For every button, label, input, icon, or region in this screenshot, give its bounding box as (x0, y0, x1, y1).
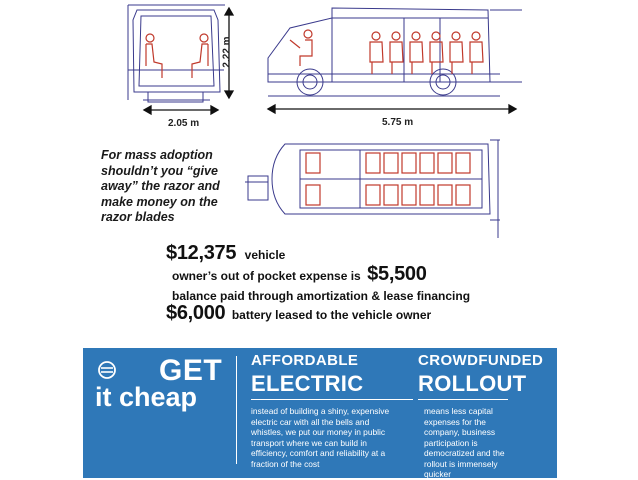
banner-divider (236, 356, 237, 464)
battery-amount: $6,000 (166, 302, 226, 324)
battery-line (166, 302, 431, 325)
affordable-body: instead of building a shiny, expensive electric car with all the bells and whistles, we put our money in public transport where we can build in efficiency, comfort and reliability at a fraction of the cost (251, 406, 390, 469)
get-it-cheap-banner (83, 348, 557, 478)
height-dimension-label (222, 36, 233, 67)
vehicle-price: $12,375 (166, 242, 237, 264)
rollout-title: ROLLOUT (418, 371, 527, 396)
headline-it-cheap: it cheap (95, 382, 198, 412)
owner-text: owner’s out of pocket expense is (172, 269, 361, 283)
front-view-drawing (128, 5, 225, 102)
length-value: 5.75 m (382, 117, 414, 128)
affordable-title: AFFORDABLE (251, 352, 359, 369)
crowdfunded-body: means less capital expenses for the company, business participation is democratized and the rollout is immensely quicker (424, 406, 505, 479)
front-width-value: 2.05 m (168, 118, 200, 129)
headline-get: GET (159, 354, 223, 387)
front-width-label (168, 118, 199, 129)
owner-amount: $5,500 (367, 263, 427, 285)
vehicle-word: vehicle (244, 248, 286, 262)
razor-quote: For mass adoption shouldn’t you “give away” the razor and make money on the razor blades (101, 148, 220, 224)
balance-line: balance paid through amortization & lease financing (172, 289, 471, 303)
electric-title: ELECTRIC (251, 371, 364, 396)
crowdfunded-title: CROWDFUNDED (418, 352, 544, 369)
owner-expense-line (172, 263, 427, 286)
col1-rule (251, 399, 413, 400)
col2-rule (418, 399, 508, 400)
length-label (382, 117, 413, 128)
battery-text: battery leased to the vehicle owner (231, 308, 432, 322)
side-view-drawing (268, 8, 522, 96)
top-view-drawing (245, 140, 500, 238)
vehicle-price-line (166, 242, 285, 265)
height-value: 2.22 m (221, 36, 233, 68)
rupee-coin-icon (97, 360, 117, 380)
